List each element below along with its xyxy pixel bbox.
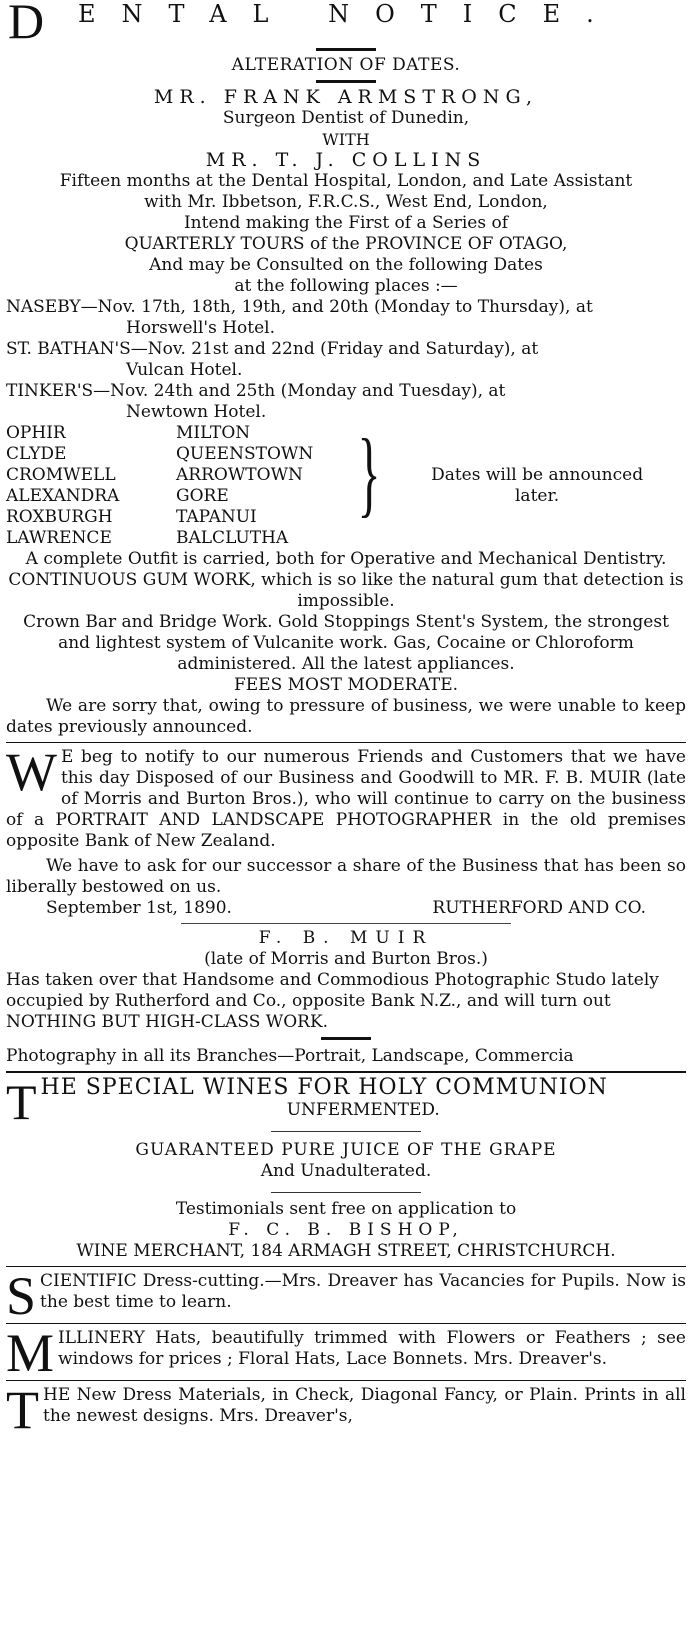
rutherford-signoff xyxy=(6,898,686,919)
dentist-title: Surgeon Dentist of Dunedin, xyxy=(222,108,470,128)
divider xyxy=(321,1037,371,1040)
town-item: MILTON xyxy=(176,423,251,443)
fees-text: FEES MOST MODERATE. xyxy=(233,675,459,695)
wines-sub: UNFERMENTED. xyxy=(286,1100,440,1120)
wines-ad xyxy=(6,1074,686,1262)
rutherford-body: E beg to notify to our numerous Friends and Customers that we have this day Disposed of our Business and Goodwill to MR. F. B. MUIR (late of Morris and Burton Bros.), who will continue to carry on the business of a PORTRAIT AND LANDSCAPE PHOTOGRAPHER in the old premises opposite Bank of New Zealand. xyxy=(6,747,686,851)
dental-line: with Mr. Ibbetson, F.R.C.S., West End, London, xyxy=(144,192,548,212)
schedule-st-bathans-hotel: Vulcan Hotel. xyxy=(126,360,243,380)
town-item: ALEXANDRA xyxy=(6,486,120,506)
town-item: QUEENSTOWN xyxy=(176,444,314,464)
muir-late: (late of Morris and Burton Bros.) xyxy=(204,949,488,969)
dental-line: Intend making the First of a Series of xyxy=(183,213,509,233)
muir-name: F. B. MUIR xyxy=(258,928,434,948)
town-item: TAPANUI xyxy=(176,507,257,527)
dress-cutting-ad xyxy=(6,1271,686,1319)
brace-symbol: } xyxy=(357,419,381,526)
rutherford-signature: RUTHERFORD AND CO. xyxy=(432,898,646,918)
section-divider xyxy=(6,1323,686,1324)
dental-notice-ad xyxy=(6,0,686,738)
dental-line: at the following places :— xyxy=(234,276,458,296)
schedule-tinkers-hotel: Newtown Hotel. xyxy=(126,402,267,422)
drop-cap-t: T xyxy=(6,1385,39,1433)
newspaper-page xyxy=(6,0,686,1433)
muir-body: Has taken over that Handsome and Commodious Photographic Studo lately occupied by Rutherford and Co., opposite Bank N.Z., and will turn out NOTHING BUT HIGH-CLASS WORK. xyxy=(6,970,659,1032)
rutherford-notice-ad xyxy=(6,742,686,919)
dental-title xyxy=(6,0,686,49)
muir-notice-ad xyxy=(6,928,686,1067)
dentist-name-armstrong: MR. FRANK ARMSTRONG, xyxy=(153,86,539,108)
dental-title-rest: ENTAL NOTICE. xyxy=(78,0,620,28)
wines-merchant-name: F. C. B. BISHOP, xyxy=(228,1220,464,1240)
dates-note: Dates will be announced later. xyxy=(431,465,644,506)
rutherford-ask: We have to ask for our successor a share of the Business that has been so liberally bestowed on us. xyxy=(6,856,686,897)
wines-heading: HE SPECIAL WINES FOR HOLY COMMUNION xyxy=(40,1075,608,1100)
drop-cap-t: T xyxy=(6,1074,37,1130)
millinery-body: ILLINERY Hats, beautifully trimmed with Flowers or Feathers ; see windows for prices ; Floral Hats, Lace Bonnets. Mrs. Dreaver's. xyxy=(58,1328,686,1369)
apology-text: We are sorry that, owing to pressure of business, we were unable to keep dates previously announced. xyxy=(6,696,686,737)
section-divider xyxy=(6,1266,686,1267)
town-item: ROXBURGH xyxy=(6,507,113,527)
dental-line: Fifteen months at the Dental Hospital, London, and Late Assistant xyxy=(59,171,633,191)
dental-line: And may be Consulted on the following Dates xyxy=(149,255,543,275)
section-divider xyxy=(6,742,686,743)
crown-work-text: Crown Bar and Bridge Work. Gold Stoppings Stent's System, the strongest and lightest system of Vulcanite work. Gas, Cocaine or Chloroform administered. All the latest appliances. xyxy=(23,612,669,674)
dress-cutting-body: CIENTIFIC Dress-cutting.—Mrs. Dreaver has Vacancies for Pupils. Now is the best time to learn. xyxy=(40,1271,686,1312)
rutherford-date: September 1st, 1890. xyxy=(46,898,232,918)
schedule-naseby: NASEBY—Nov. 17th, 18th, 19th, and 20th (Monday to Thursday), at xyxy=(6,297,593,317)
dress-materials-ad xyxy=(6,1385,686,1433)
town-item: GORE xyxy=(176,486,229,506)
town-item: OPHIR xyxy=(6,423,66,443)
town-item: CLYDE xyxy=(6,444,67,464)
section-divider xyxy=(6,1071,686,1073)
section-divider xyxy=(181,923,511,924)
dental-title-initial: D xyxy=(8,0,45,49)
schedule-naseby-hotel: Horswell's Hotel. xyxy=(126,318,275,338)
wines-unadulterated: And Unadulterated. xyxy=(260,1161,432,1181)
gum-work-text: CONTINUOUS GUM WORK, which is so like the natural gum that detection is impossible. xyxy=(8,570,684,611)
dental-line: QUARTERLY TOURS of the PROVINCE OF OTAGO, xyxy=(124,234,568,254)
section-divider xyxy=(6,1380,686,1381)
divider xyxy=(271,1192,421,1193)
towns-table xyxy=(6,419,682,549)
wines-testimonials: Testimonials sent free on application to xyxy=(175,1199,517,1219)
millinery-ad xyxy=(6,1328,686,1376)
wines-address: WINE MERCHANT, 184 ARMAGH STREET, CHRISTCHURCH. xyxy=(76,1241,616,1261)
wines-guaranteed: GUARANTEED PURE JUICE OF THE GRAPE xyxy=(135,1140,557,1160)
town-item: ARROWTOWN xyxy=(176,465,303,485)
outfit-text: A complete Outfit is carried, both for Operative and Mechanical Dentistry. xyxy=(25,549,667,569)
muir-branches: Photography in all its Branches—Portrait, Landscape, Commercia xyxy=(6,1046,574,1066)
dentist-name-collins: MR. T. J. COLLINS xyxy=(205,149,487,171)
divider xyxy=(316,80,376,83)
dress-materials-body: HE New Dress Materials, in Check, Diagonal Fancy, or Plain. Prints in all the newest designs. Mrs. Dreaver's, xyxy=(43,1385,686,1426)
dental-subtitle: ALTERATION OF DATES. xyxy=(231,55,461,75)
drop-cap-s: S xyxy=(6,1271,37,1319)
divider xyxy=(271,1131,421,1132)
with-label: WITH xyxy=(322,130,370,149)
schedule-tinkers: TINKER'S—Nov. 24th and 25th (Monday and Tuesday), at xyxy=(6,381,506,401)
town-item: BALCLUTHA xyxy=(176,528,289,548)
schedule-st-bathans: ST. BATHAN'S—Nov. 21st and 22nd (Friday and Saturday), at xyxy=(6,339,539,359)
drop-cap-m: M xyxy=(6,1328,55,1376)
town-item: LAWRENCE xyxy=(6,528,112,548)
town-item: CROMWELL xyxy=(6,465,116,485)
drop-cap-w: W xyxy=(6,742,57,802)
divider xyxy=(316,48,376,51)
